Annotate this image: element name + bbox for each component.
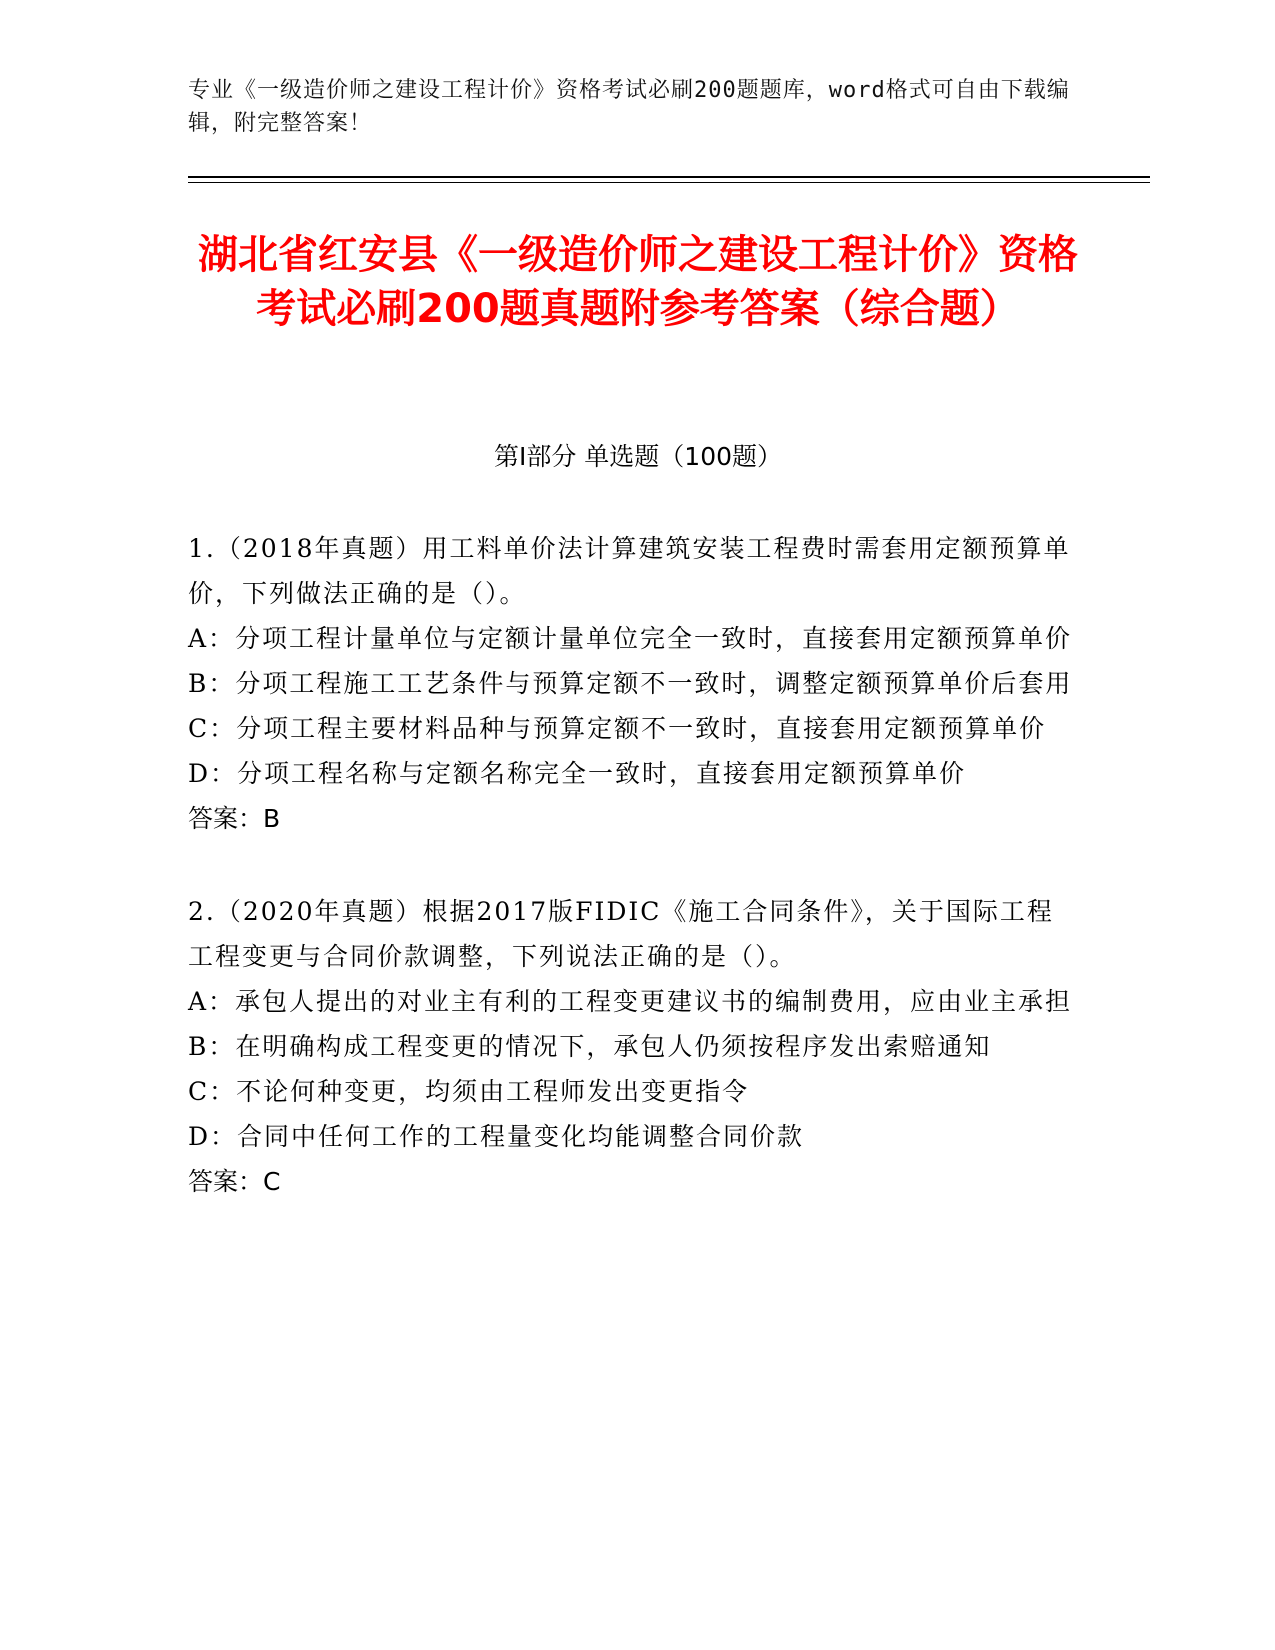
question-2 xyxy=(188,889,1078,1204)
option-b: B：分项工程施工工艺条件与预算定额不一致时，调整定额预算单价后套用 xyxy=(188,669,1073,698)
header-rule-thick xyxy=(188,176,1150,178)
section-title: 第Ⅰ部分 单选题（100题） xyxy=(493,442,783,471)
option-a: A：分项工程计量单位与定额计量单位完全一致时，直接套用定额预算单价 xyxy=(188,624,1073,653)
option-d: D：分项工程名称与定额名称完全一致时，直接套用定额预算单价 xyxy=(188,759,967,788)
question-stem: 2.（2020年真题）根据2017版FIDIC《施工合同条件》，关于国际工程工程变更与合同价款调整，下列说法正确的是（）。 xyxy=(188,897,1054,971)
option-a: A：承包人提出的对业主有利的工程变更建议书的编制费用，应由业主承担 xyxy=(188,987,1073,1016)
header-rule-thin xyxy=(188,182,1150,183)
option-b: B：在明确构成工程变更的情况下，承包人仍须按程序发出索赔通知 xyxy=(188,1032,992,1061)
option-c: C：不论何种变更，均须由工程师发出变更指令 xyxy=(188,1077,750,1106)
header-note: 专业《一级造价师之建设工程计价》资格考试必刷200题题库，word格式可自由下载编辑，附完整答案！ xyxy=(188,78,1070,136)
question-list xyxy=(188,526,1078,1252)
answer: 答案：B xyxy=(188,804,281,833)
question-stem: 1.（2018年真题）用工料单价法计算建筑安装工程费时需套用定额预算单价，下列做法正确的是（）。 xyxy=(188,534,1071,608)
question-1 xyxy=(188,526,1078,841)
answer: 答案：C xyxy=(188,1167,281,1196)
document-title: 湖北省红安县《一级造价师之建设工程计价》资格考试必刷200题真题附参考答案（综合题） xyxy=(198,232,1078,332)
option-c: C：分项工程主要材料品种与预算定额不一致时，直接套用定额预算单价 xyxy=(188,714,1047,743)
option-d: D：合同中任何工作的工程量变化均能调整合同价款 xyxy=(188,1122,805,1151)
